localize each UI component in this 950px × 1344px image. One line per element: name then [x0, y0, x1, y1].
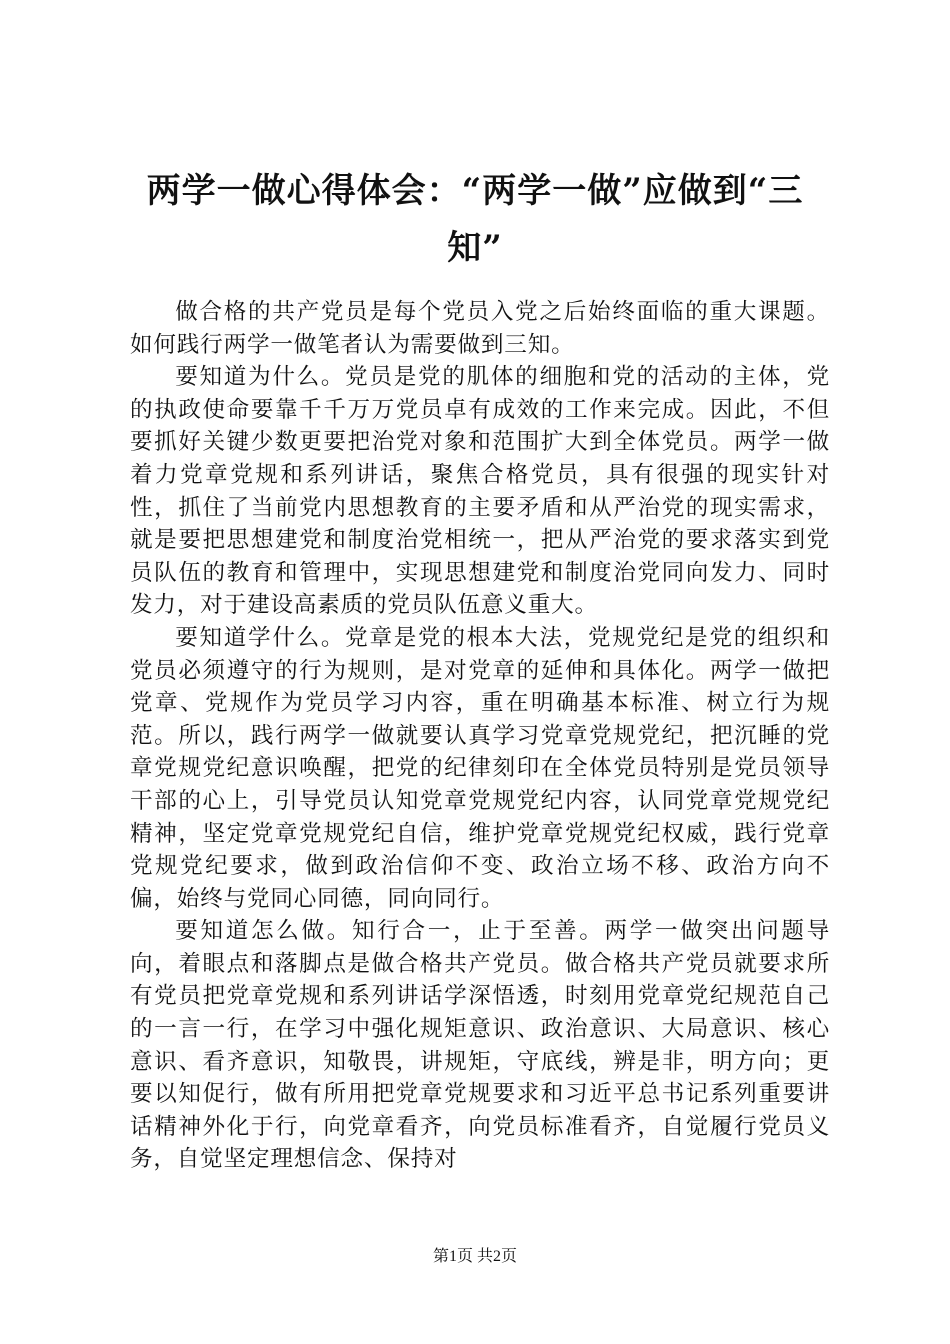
document-body [130, 296, 830, 1176]
paragraph-intro: 做合格的共产党员是每个党员入党之后始终面临的重大课题。如何践行两学一做笔者认为需要做到三知。 [130, 299, 830, 358]
paragraph-how: 要知道怎么做。知行合一，止于至善。两学一做突出问题导向，着眼点和落脚点是做合格共产党员。做合格共产党员就要求所有党员把党章党规和系列讲话学深悟透，时刻用党章党纪规范自己的一言一行，在学习中强化规矩意识、政治意识、大局意识、核心意识、看齐意识，知敬畏，讲规矩，守底线，辨是非，明方向；更要以知促行，做有所用把党章党规要求和习近平总书记系列重要讲话精神外化于行，向党章看齐，向党员标准看齐，自觉履行党员义务，自觉坚定理想信念、保持对 [130, 918, 830, 1173]
page-title: 两学一做心得体会：“两学一做”应做到“三知” [146, 171, 804, 268]
paragraph-what: 要知道学什么。党章是党的根本大法，党规党纪是党的组织和党员必须遵守的行为规则，是对党章的延伸和具体化。两学一做把党章、党规作为党员学习内容，重在明确基本标准、树立行为规范。所以，践行两学一做就要认真学习党章党规党纪，把沉睡的党章党规党纪意识唤醒，把党的纪律刻印在全体党员特别是党员领导干部的心上，引导党员认知党章党规党纪内容，认同党章党规党纪精神，坚定党章党规党纪自信，维护党章党规党纪权威，践行党章党规党纪要求，做到政治信仰不变、政治立场不移、政治方向不偏，始终与党同心同德，同向同行。 [130, 624, 830, 912]
paragraph-why: 要知道为什么。党员是党的肌体的细胞和党的活动的主体，党的执政使命要靠千千万万党员卓有成效的工作来完成。因此，不但要抓好关键少数更要把治党对象和范围扩大到全体党员。两学一做着力党章党规和系列讲话，聚焦合格党员，具有很强的现实针对性，抓住了当前党内思想教育的主要矛盾和从严治党的现实需求，就是要把思想建党和制度治党相统一，把从严治党的要求落实到党员队伍的教育和管理中，实现思想建党和制度治党同向发力、同时发力，对于建设高素质的党员队伍意义重大。 [130, 364, 830, 619]
page-number-footer: 第1页 共2页 [432, 1248, 517, 1265]
